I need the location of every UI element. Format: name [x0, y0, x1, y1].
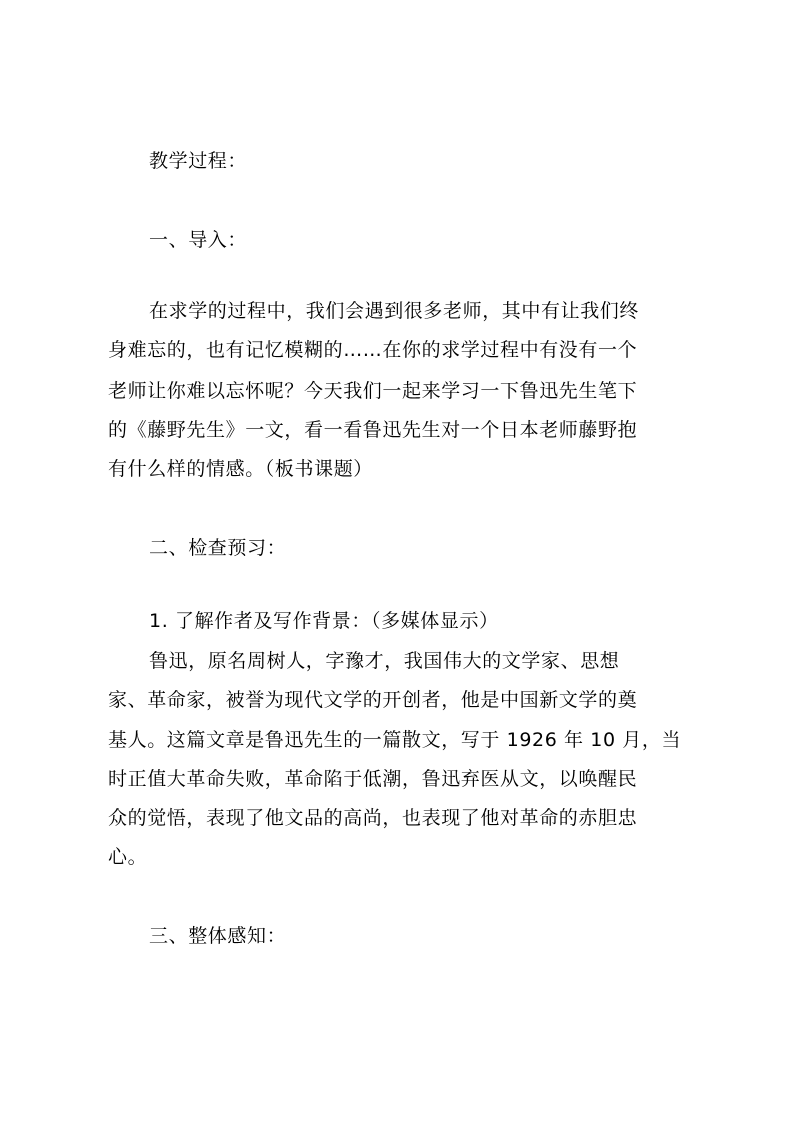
paragraph-line: 老师让你难以忘怀呢？今天我们一起来学习一下鲁迅先生笔下	[108, 380, 638, 402]
section-title-introduction: 一、导入：	[149, 229, 248, 251]
paragraph-line: 心。	[108, 846, 148, 868]
paragraph-line: 身难忘的，也有记忆模糊的……在你的求学过程中有没有一个	[108, 339, 638, 361]
paragraph-line: 时正值大革命失败，革命陷于低潮，鲁迅弃医从文，以唤醒民	[108, 768, 638, 790]
paragraph-line: 众的觉悟，表现了他文品的高尚，也表现了他对革命的赤胆忠	[108, 807, 638, 829]
paragraph-line: 在求学的过程中，我们会遇到很多老师，其中有让我们终	[149, 300, 640, 322]
paragraph-line: 基人。这篇文章是鲁迅先生的一篇散文，写于 1926 年 10 月，当	[108, 729, 682, 751]
paragraph-line: 鲁迅，原名周树人，字豫才，我国伟大的文学家、思想	[149, 650, 620, 672]
heading-teaching-process: 教学过程：	[149, 150, 248, 172]
section-title-overall-perception: 三、整体感知：	[149, 925, 287, 947]
item-title-author-background: 1. 了解作者及写作背景：（多媒体显示）	[149, 610, 499, 632]
paragraph-line: 有什么样的情感。（板书课题）	[108, 458, 373, 480]
paragraph-line: 的《藤野先生》一文，看一看鲁迅先生对一个日本老师藤野抱	[108, 419, 638, 441]
section-title-preview-check: 二、检查预习：	[149, 537, 287, 559]
paragraph-line: 家、革命家，被誉为现代文学的开创者，他是中国新文学的奠	[108, 689, 638, 711]
